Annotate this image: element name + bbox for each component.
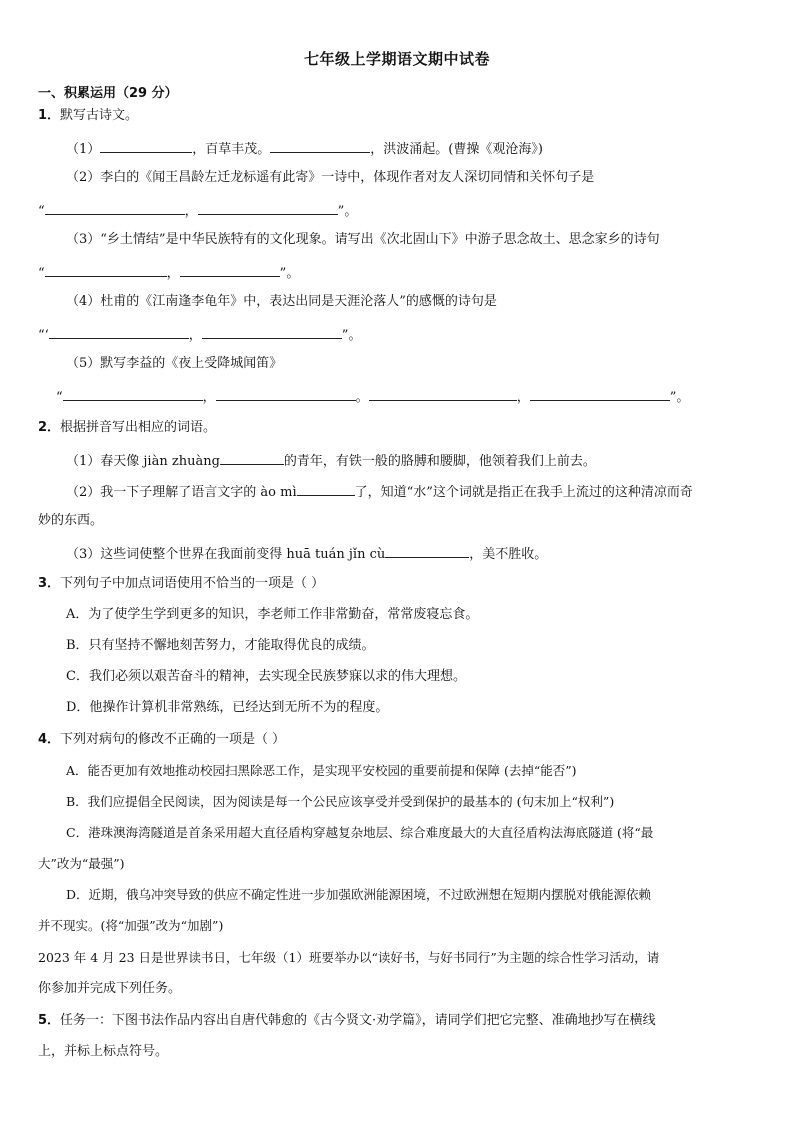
q3-option-b[interactable]: B．只有坚持不懈地刻苦努力，才能取得优良的成绩。 (66, 638, 375, 653)
question-5: 5．任务一：下图书法作品内容出自唐代韩愈的《古今贤文·劝学篇》，请同学们把它完整、准确地抄写在横线 (38, 1013, 656, 1028)
answer-blank[interactable] (220, 451, 284, 465)
activity-intro-cont: 你参加并完成下列任务。 (38, 981, 182, 996)
q4-option-b[interactable]: B．我们应提倡全民阅读，因为阅读是每一个公民应该享受并受到保护的最基本的 (句末加上“权利”) (66, 794, 615, 809)
q2-item-3: （3）这些词使整个世界在我面前变得 huā tuán jǐn cù ，美不胜收。 (66, 544, 547, 563)
answer-blank[interactable] (100, 139, 192, 153)
answer-blank[interactable] (49, 325, 189, 339)
q3-option-a[interactable]: A．为了使学生学到更多的知识，李老师工作非常勤奋，常常废寝忘食。 (66, 607, 479, 622)
q2-item-2: （2）我一下子理解了语言文字的 ào mì 了，知道“水”这个词就是指正在我手上流过的这种清凉而奇 (66, 482, 693, 501)
activity-intro: 2023 年 4 月 23 日是世界读书日，七年级（1）班要举办以“读好书，与好书同行”为主题的综合性学习活动，请 (38, 950, 660, 965)
answer-blank[interactable] (216, 387, 356, 401)
answer-blank[interactable] (198, 201, 338, 215)
answer-blank[interactable] (369, 387, 517, 401)
answer-blank[interactable] (385, 544, 469, 558)
question-5-cont: 上，并标上标点符号。 (38, 1044, 169, 1059)
q1-item-1: （1） ，百草丰茂。 ，洪波涌起。(曹操《观沧海》) (66, 139, 543, 158)
q1-item-2-blanks: “ ， ”。 (38, 201, 357, 220)
q4-option-c[interactable]: C．港珠澳海湾隧道是首条采用超大直径盾构穿越复杂地层、综合难度最大的大直径盾构法海底隧道 (将“最 (66, 825, 654, 840)
q2-item-2-cont: 妙的东西。 (38, 513, 104, 528)
q2-item-1: （1）春天像 jiàn zhuàng 的青年，有铁一般的胳膊和腰脚，他领着我们上前去。 (66, 451, 596, 470)
q1-item-4: （4）杜甫的《江南逢李龟年》中，表达出同是天涯沦落人”的感慨的诗句是 (66, 294, 497, 309)
section-heading: 一、积累运用（29 分） (38, 86, 178, 101)
answer-blank[interactable] (180, 263, 280, 277)
answer-blank[interactable] (63, 387, 203, 401)
answer-blank[interactable] (202, 325, 342, 339)
q1-item-3: （3）“乡土情结”是中华民族特有的文化现象。请写出《次北固山下》中游子思念故土、思念家乡的诗句 (66, 232, 660, 247)
question-3: 3．下列句子中加点词语使用不恰当的一项是（ ） (38, 576, 325, 591)
q1-item-5: （5）默写李益的《夜上受降城闻笛》 (66, 356, 283, 371)
question-4: 4．下列对病句的修改不正确的一项是（ ） (38, 732, 286, 747)
q4-option-d-cont: 并不现实。(将“加强”改为“加剧”) (38, 918, 224, 933)
page-title: 七年级上学期语文期中试卷 (303, 50, 490, 68)
q1-item-4-blanks: “‘ ， ”。 (38, 325, 361, 344)
question-1: 1．默写古诗文。 (38, 108, 139, 123)
q4-option-a[interactable]: A．能否更加有效地推动校园扫黑除恶工作，是实现平安校园的重要前提和保障 (去掉“能否”) (66, 763, 577, 778)
answer-blank[interactable] (45, 201, 185, 215)
answer-blank[interactable] (270, 139, 370, 153)
answer-blank[interactable] (45, 263, 167, 277)
q3-option-d[interactable]: D．他操作计算机非常熟练，已经达到无所不为的程度。 (66, 700, 389, 715)
answer-blank[interactable] (297, 482, 355, 496)
answer-blank[interactable] (530, 387, 670, 401)
q4-option-c-cont: 大”改为“最强”) (38, 856, 125, 871)
q1-item-2: （2）李白的《闻王昌龄左迁龙标遥有此寄》一诗中，体现作者对友人深切同情和关怀句子是 (66, 170, 595, 185)
q4-option-d[interactable]: D．近期，俄乌冲突导致的供应不确定性进一步加强欧洲能源困境，不过欧洲想在短期内摆脱对俄能源依赖 (66, 887, 652, 902)
q3-option-c[interactable]: C．我们必须以艰苦奋斗的精神，去实现全民族梦寐以求的伟大理想。 (66, 669, 466, 684)
q1-item-5-blanks: “ ， 。 ， ”。 (56, 387, 689, 406)
q1-item-3-blanks: “ ， ”。 (38, 263, 299, 282)
question-2: 2．根据拼音写出相应的词语。 (38, 420, 217, 435)
